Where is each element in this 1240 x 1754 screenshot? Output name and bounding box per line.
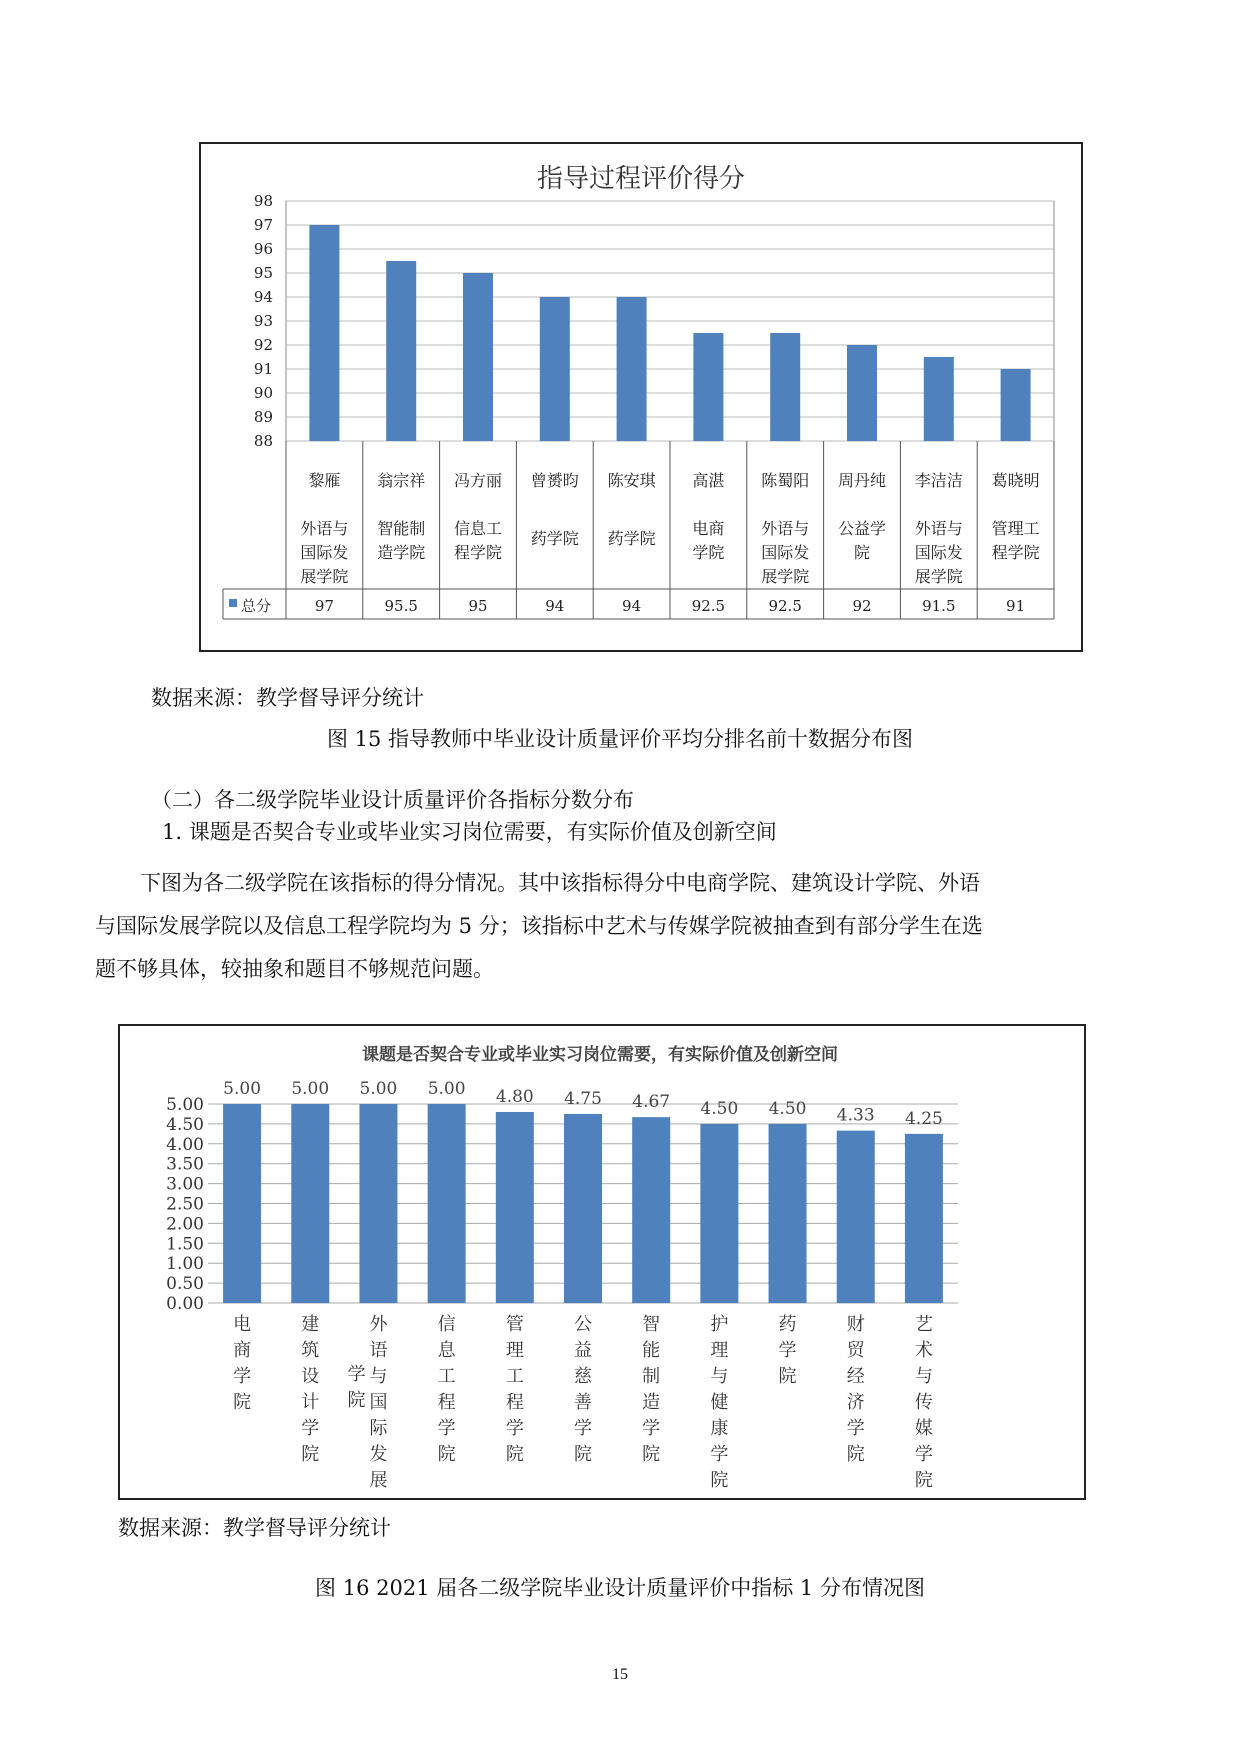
y-tick-label: 90 bbox=[253, 384, 273, 402]
category-label: 理 bbox=[710, 1340, 729, 1361]
y-tick-label: 97 bbox=[253, 216, 273, 234]
item-heading: 1. 课题是否契合专业或毕业实习岗位需要，有实际价值及创新空间 bbox=[162, 820, 777, 844]
bar bbox=[463, 273, 493, 441]
category-label: 国 bbox=[369, 1392, 388, 1413]
college-name: 程学院 bbox=[453, 543, 503, 562]
category-label: 发 bbox=[369, 1444, 388, 1465]
category-label: 学 bbox=[778, 1340, 797, 1361]
y-tick-label: 93 bbox=[253, 312, 273, 330]
data-table-value: 91.5 bbox=[922, 597, 956, 615]
y-tick-label: 3.50 bbox=[166, 1154, 204, 1175]
category-label: 商 bbox=[233, 1340, 252, 1361]
category-label: 管 bbox=[505, 1314, 524, 1335]
category-label: 智 bbox=[642, 1314, 661, 1335]
college-name: 电商 bbox=[692, 519, 725, 538]
category-label: 公 bbox=[574, 1314, 592, 1335]
category-label: 艺 bbox=[914, 1314, 933, 1335]
category-label: 媒 bbox=[914, 1418, 933, 1439]
category-label: 设 bbox=[301, 1366, 320, 1387]
category-label: 院 bbox=[846, 1444, 865, 1465]
college-name: 药学院 bbox=[530, 529, 579, 548]
data-table-value: 92.5 bbox=[768, 597, 802, 615]
y-tick-label: 0.50 bbox=[166, 1274, 204, 1295]
category-label: 贸 bbox=[846, 1340, 865, 1361]
teacher-name: 葛晓明 bbox=[991, 471, 1040, 490]
data-label: 4.50 bbox=[768, 1098, 807, 1119]
category-label: 与 bbox=[710, 1366, 729, 1387]
y-tick-label: 1.50 bbox=[166, 1234, 204, 1255]
data-table-value: 91 bbox=[1006, 597, 1026, 615]
teacher-name: 翁宗祥 bbox=[377, 471, 426, 490]
y-tick-label: 89 bbox=[253, 408, 273, 426]
section-heading: （二）各二级学院毕业设计质量评价各指标分数分布 bbox=[151, 788, 634, 812]
figure-15-source: 数据来源：教学督导评分统计 bbox=[151, 686, 424, 710]
teacher-name: 高湛 bbox=[692, 471, 725, 490]
bar bbox=[632, 1117, 670, 1303]
category-label: 院 bbox=[914, 1470, 933, 1491]
data-label: 4.25 bbox=[904, 1108, 943, 1129]
bar bbox=[496, 1112, 534, 1303]
bar bbox=[837, 1131, 875, 1303]
y-tick-label: 88 bbox=[253, 432, 273, 450]
bar bbox=[770, 333, 800, 441]
data-label: 5.00 bbox=[223, 1079, 262, 1099]
teacher-name: 周丹纯 bbox=[837, 471, 887, 490]
data-label: 5.00 bbox=[291, 1079, 330, 1099]
data-table-value: 94 bbox=[622, 597, 642, 615]
y-tick-label: 0.00 bbox=[166, 1294, 204, 1314]
category-label: 展 bbox=[369, 1470, 388, 1491]
y-tick-label: 94 bbox=[253, 288, 273, 306]
category-label: 与 bbox=[914, 1366, 933, 1387]
bar bbox=[359, 1104, 397, 1303]
chart-16-frame bbox=[118, 1024, 1086, 1500]
college-name: 药学院 bbox=[607, 529, 656, 548]
bar bbox=[540, 297, 570, 441]
teacher-name: 李洁洁 bbox=[914, 471, 963, 490]
category-label: 院 bbox=[505, 1444, 524, 1465]
data-label: 5.00 bbox=[359, 1079, 398, 1099]
y-tick-label: 4.00 bbox=[166, 1134, 204, 1155]
data-label: 5.00 bbox=[427, 1079, 466, 1099]
category-label: 学 bbox=[846, 1418, 865, 1439]
paragraph-line-2: 与国际发展学院以及信息工程学院均为 5 分；该指标中艺术与传媒学院被抽查到有部分学生在选 bbox=[95, 914, 983, 938]
y-tick-label: 5.00 bbox=[166, 1095, 204, 1115]
bar bbox=[564, 1114, 602, 1303]
college-name: 智能制 bbox=[377, 519, 426, 538]
college-name: 公益学 bbox=[837, 519, 887, 538]
category-label: 工 bbox=[505, 1366, 524, 1387]
category-label: 药 bbox=[778, 1314, 797, 1335]
figure-16-caption: 图 16 2021 届各二级学院毕业设计质量评价中指标 1 分布情况图 bbox=[315, 1576, 925, 1600]
data-table-value: 97 bbox=[314, 597, 334, 615]
bar bbox=[769, 1124, 807, 1303]
college-name: 展学院 bbox=[300, 567, 349, 586]
college-name: 程学院 bbox=[991, 543, 1040, 562]
college-name: 国际发 bbox=[300, 543, 349, 562]
category-label: 语 bbox=[369, 1340, 388, 1361]
college-name: 管理工 bbox=[991, 519, 1040, 538]
page-number: 15 bbox=[612, 1666, 628, 1683]
college-name: 信息工 bbox=[453, 519, 503, 538]
data-table-value: 92 bbox=[852, 597, 872, 615]
figure-15-caption: 图 15 指导教师中毕业设计质量评价平均分排名前十数据分布图 bbox=[326, 727, 914, 751]
bar bbox=[223, 1104, 261, 1303]
college-name: 国际发 bbox=[761, 543, 810, 562]
category-label: 益 bbox=[574, 1340, 592, 1361]
category-label: 息 bbox=[437, 1340, 456, 1361]
college-name: 院 bbox=[853, 543, 871, 562]
category-label: 学 bbox=[347, 1364, 366, 1385]
teacher-name: 曾赟昀 bbox=[530, 471, 579, 490]
category-label: 院 bbox=[574, 1444, 592, 1465]
college-name: 外语与 bbox=[914, 519, 963, 538]
chart-15 bbox=[201, 144, 1081, 650]
category-label: 建 bbox=[301, 1314, 320, 1335]
category-label: 工 bbox=[437, 1366, 456, 1387]
data-label: 4.33 bbox=[836, 1105, 875, 1126]
category-label: 院 bbox=[778, 1366, 797, 1387]
college-name: 国际发 bbox=[914, 543, 963, 562]
category-label: 造 bbox=[642, 1392, 661, 1413]
y-tick-label: 2.50 bbox=[166, 1194, 204, 1215]
category-label: 院 bbox=[710, 1470, 729, 1491]
category-label: 院 bbox=[642, 1444, 661, 1465]
data-table-value: 95.5 bbox=[384, 597, 418, 615]
bar bbox=[905, 1134, 943, 1303]
category-label: 制 bbox=[642, 1366, 661, 1387]
y-tick-label: 96 bbox=[253, 240, 273, 258]
bar bbox=[1001, 369, 1031, 441]
chart-16 bbox=[120, 1026, 1084, 1498]
bar bbox=[291, 1104, 329, 1303]
bar bbox=[386, 261, 416, 441]
bar bbox=[924, 357, 954, 441]
data-label: 4.50 bbox=[700, 1098, 739, 1119]
data-table-value: 94 bbox=[545, 597, 565, 615]
y-tick-label: 95 bbox=[253, 264, 273, 282]
category-label: 院 bbox=[301, 1444, 320, 1465]
chart-15-frame bbox=[199, 142, 1083, 652]
category-label: 程 bbox=[437, 1392, 456, 1413]
category-label: 学 bbox=[710, 1444, 729, 1465]
y-tick-label: 91 bbox=[253, 360, 273, 378]
category-label: 际 bbox=[369, 1418, 388, 1439]
bar bbox=[847, 345, 877, 441]
category-label: 院 bbox=[347, 1390, 366, 1411]
bar bbox=[693, 333, 723, 441]
college-name: 展学院 bbox=[761, 567, 810, 586]
data-label: 4.75 bbox=[564, 1088, 602, 1109]
category-label: 学 bbox=[642, 1418, 661, 1439]
college-name: 外语与 bbox=[300, 519, 349, 538]
chart-15-title: 指导过程评价得分 bbox=[536, 164, 746, 194]
category-label: 经 bbox=[846, 1366, 865, 1387]
data-table-value: 92.5 bbox=[691, 597, 726, 615]
teacher-name: 陈安琪 bbox=[607, 471, 656, 490]
bar bbox=[617, 297, 647, 441]
y-tick-label: 2.00 bbox=[166, 1214, 204, 1235]
category-label: 院 bbox=[233, 1392, 252, 1413]
category-label: 筑 bbox=[301, 1340, 320, 1361]
y-tick-label: 4.50 bbox=[166, 1114, 204, 1135]
category-label: 慈 bbox=[574, 1366, 592, 1387]
bar bbox=[700, 1124, 738, 1303]
category-label: 理 bbox=[505, 1340, 524, 1361]
category-label: 外 bbox=[369, 1314, 388, 1335]
y-tick-label: 92 bbox=[253, 336, 273, 354]
category-label: 院 bbox=[437, 1444, 456, 1465]
paragraph-line-1: 下图为各二级学院在该指标的得分情况。其中该指标得分中电商学院、建筑设计学院、外语 bbox=[140, 871, 980, 895]
data-label: 4.80 bbox=[495, 1086, 534, 1107]
category-label: 传 bbox=[914, 1392, 933, 1413]
category-label: 财 bbox=[846, 1314, 865, 1335]
category-label: 学 bbox=[505, 1418, 524, 1439]
college-name: 造学院 bbox=[377, 543, 426, 562]
chart-16-title: 课题是否契合专业或毕业实习岗位需要，有实际价值及创新空间 bbox=[362, 1045, 838, 1065]
bar bbox=[428, 1104, 466, 1303]
y-tick-label: 98 bbox=[253, 192, 273, 210]
category-label: 能 bbox=[642, 1340, 661, 1361]
data-table-value: 95 bbox=[468, 597, 488, 615]
y-tick-label: 1.00 bbox=[166, 1254, 204, 1275]
category-label: 信 bbox=[437, 1314, 456, 1335]
category-label: 学 bbox=[437, 1418, 456, 1439]
category-label: 康 bbox=[710, 1418, 729, 1439]
teacher-name: 陈蜀阳 bbox=[761, 471, 810, 490]
category-label: 护 bbox=[710, 1314, 729, 1335]
y-tick-label: 3.00 bbox=[166, 1174, 204, 1195]
college-name: 外语与 bbox=[761, 519, 810, 538]
college-name: 学院 bbox=[692, 543, 725, 562]
legend-label: 总分 bbox=[241, 597, 272, 615]
category-label: 学 bbox=[233, 1366, 252, 1387]
figure-16-source: 数据来源：教学督导评分统计 bbox=[118, 1516, 391, 1540]
category-label: 与 bbox=[369, 1366, 388, 1387]
data-label: 4.67 bbox=[632, 1092, 671, 1113]
category-label: 济 bbox=[846, 1392, 865, 1413]
category-label: 学 bbox=[574, 1418, 592, 1439]
college-name: 展学院 bbox=[914, 567, 963, 586]
category-label: 学 bbox=[301, 1418, 320, 1439]
category-label: 程 bbox=[505, 1392, 524, 1413]
category-label: 术 bbox=[914, 1340, 933, 1361]
teacher-name: 冯方丽 bbox=[453, 471, 503, 490]
category-label: 电 bbox=[233, 1314, 252, 1335]
teacher-name: 黎雁 bbox=[308, 471, 341, 490]
paragraph-line-3: 题不够具体，较抽象和题目不够规范问题。 bbox=[95, 957, 494, 981]
category-label: 善 bbox=[574, 1392, 592, 1413]
category-label: 计 bbox=[301, 1392, 320, 1413]
category-label: 健 bbox=[710, 1392, 729, 1413]
bar bbox=[309, 225, 339, 441]
category-label: 学 bbox=[914, 1444, 933, 1465]
legend-swatch bbox=[229, 599, 237, 607]
